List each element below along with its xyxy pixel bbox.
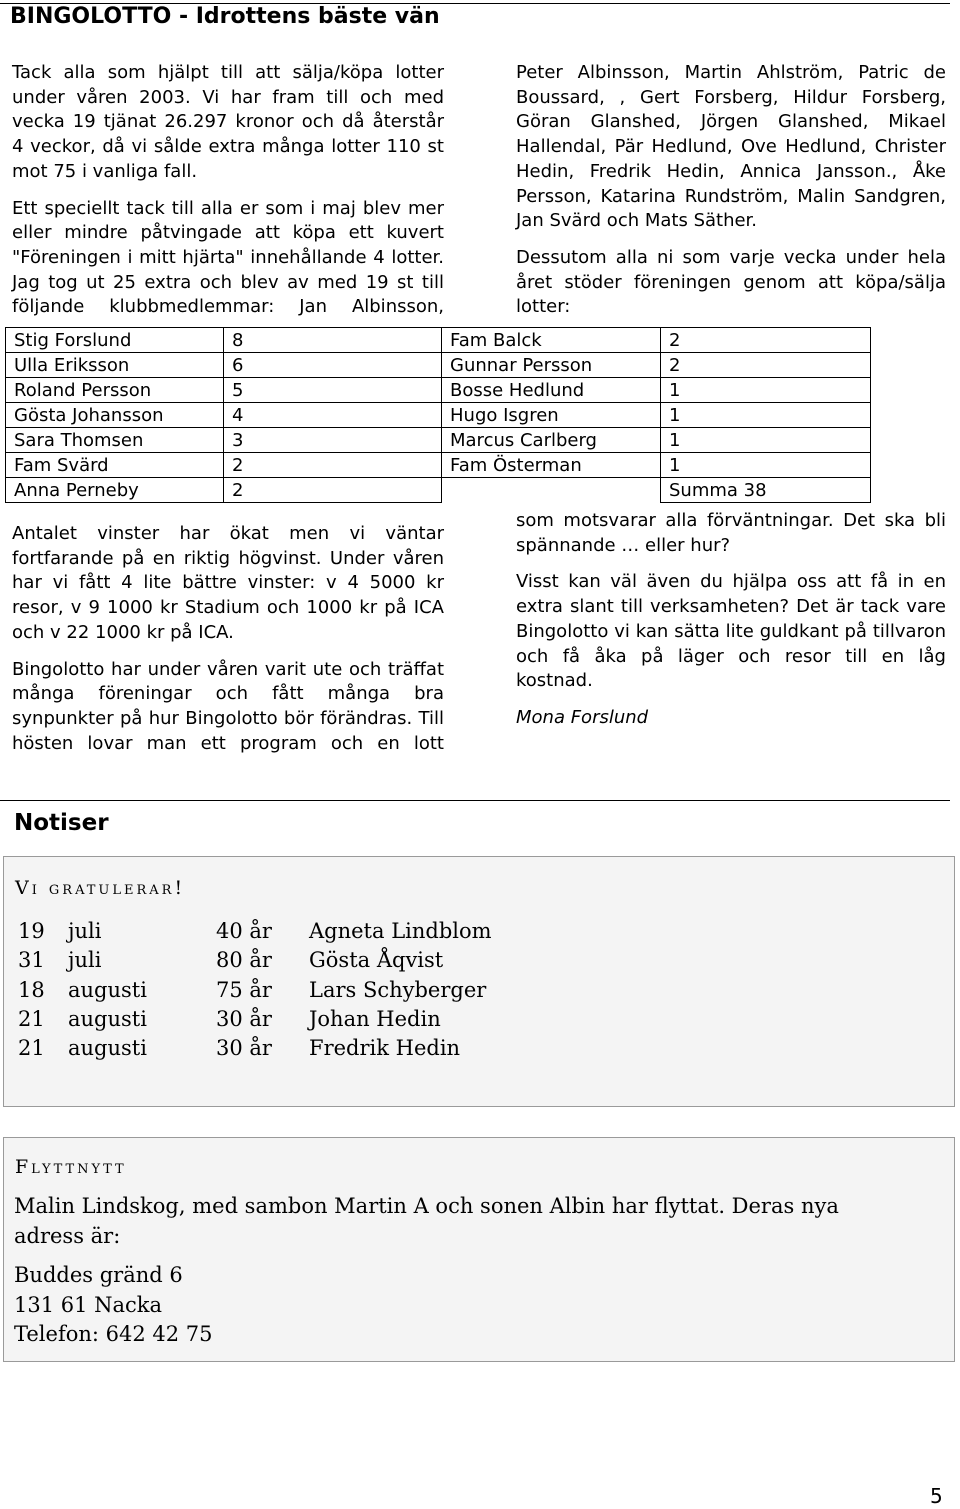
birthday-month: augusti [68, 977, 147, 1002]
signature: Mona Forslund [516, 706, 649, 728]
birthday-age: 30 år [216, 1036, 272, 1061]
lottery-count: 5 [224, 378, 442, 403]
lottery-count: 2 [224, 453, 442, 478]
lottery-count: 1 [661, 378, 871, 403]
birthday-day: 21 [18, 1036, 45, 1061]
lottery-count: 2 [661, 328, 871, 353]
paragraph: Antalet vinster har ökat men vi väntar fortfarande på en riktig högvinst. Under våren har vi fått 4 lite bättre vinster: v 4 5000 kr resor, v 9 1000 kr Stadium och 1000 kr på ICA och v 22 1000 kr på ICA. [12, 523, 444, 643]
member-name: Fam Österman [442, 453, 661, 478]
notiser-heading: Notiser [14, 810, 109, 836]
address-phone: Telefon: 642 42 75 [14, 1322, 213, 1346]
lottery-sales-table [5, 327, 871, 503]
table-row [6, 403, 871, 428]
birthday-day: 18 [18, 977, 45, 1002]
table-row [6, 478, 871, 503]
table-row [6, 328, 871, 353]
birthday-name: Agneta Lindblom [309, 919, 492, 943]
member-name: Sara Thomsen [6, 428, 224, 453]
article-left-top [12, 61, 444, 332]
lottery-count: 3 [224, 428, 442, 453]
address-street: Buddes gränd 6 [14, 1263, 183, 1287]
paragraph: Ett speciellt tack till alla er som i maj blev mer eller mindre påtvingade att köpa ett kuvert "Föreningen i mitt hjärta" innehållande 4 lotter. Jag tog ut 25 extra och blev av med 19 st till följande klubbmedlemmar: Jan Albinsson, [12, 197, 444, 318]
member-name: Gösta Johansson [6, 403, 224, 428]
moved-box [3, 1137, 955, 1362]
member-name: Hugo Isgren [442, 403, 661, 428]
paragraph: som motsvarar alla förväntningar. Det ska bli spännande … eller hur? [516, 510, 946, 556]
paragraph: Bingolotto har under våren varit ute och träffat många föreningar och fått många bra synpunkter på hur Bingolotto bör förändras. Till hösten lovar man ett program och en lott [12, 658, 444, 754]
member-name [442, 478, 661, 503]
birthday-month: juli [68, 948, 102, 973]
address-city: 131 61 Nacka [14, 1293, 163, 1317]
birthday-name: Lars Schyberger [309, 977, 487, 1002]
birthday-name: Gösta Åqvist [309, 948, 444, 973]
article-left-bottom [12, 522, 444, 768]
table-row [6, 353, 871, 378]
birthday-day: 31 [18, 948, 45, 973]
section-rule [0, 800, 950, 801]
paragraph: Visst kan väl även du hjälpa oss att få in en extra slant till verksamheten? Det är tack vare Bingolotto vi kan sätta lite guldkant på tillvaron och få åka på läger och resor till en låg kostnad. [516, 571, 946, 692]
member-name: Anna Perneby [6, 478, 224, 503]
birthday-age: 40 år [216, 919, 272, 943]
birthday-month: juli [68, 919, 102, 943]
member-name: Ulla Eriksson [6, 353, 224, 378]
lottery-count: 1 [661, 453, 871, 478]
moved-text: Malin Lindskog, med sambon Martin A och sonen Albin har flyttat. Deras nya adress är: [14, 1194, 839, 1248]
lottery-count: 2 [224, 478, 442, 503]
table-row [6, 378, 871, 403]
member-name: Roland Persson [6, 378, 224, 403]
birthday-day: 21 [18, 1006, 45, 1031]
member-name: Gunnar Persson [442, 353, 661, 378]
birthday-day: 19 [18, 919, 45, 943]
table-row [6, 428, 871, 453]
birthday-name: Johan Hedin [309, 1006, 441, 1031]
congratulations-heading: Vi gratulerar! [15, 877, 186, 899]
lottery-count: 2 [661, 353, 871, 378]
article-title: BINGOLOTTO - Idrottens bäste vän [10, 4, 440, 29]
lottery-count: 6 [224, 353, 442, 378]
birthday-month: augusti [68, 1006, 147, 1031]
congratulations-box [3, 856, 955, 1107]
member-name: Bosse Hedlund [442, 378, 661, 403]
table-row [6, 453, 871, 478]
lottery-count: 1 [661, 428, 871, 453]
birthday-name: Fredrik Hedin [309, 1036, 461, 1061]
member-name: Marcus Carlberg [442, 428, 661, 453]
lottery-count: 8 [224, 328, 442, 353]
lottery-count: 4 [224, 403, 442, 428]
member-name: Fam Balck [442, 328, 661, 353]
birthday-age: 30 år [216, 1006, 272, 1031]
paragraph: Tack alla som hjälpt till att sälja/köpa lotter under våren 2003. Vi har fram till och med vecka 19 tjänat 26.297 kronor och då återstår 4 veckor, då vi sålde extra många lotter 110 st mot 75 i vanliga fall. [12, 62, 444, 182]
birthday-age: 75 år [216, 977, 272, 1002]
paragraph: Dessutom alla ni som varje vecka under hela året stöder föreningen genom att köpa/sälja lotter: [516, 246, 946, 318]
lottery-count: Summa 38 [661, 478, 871, 503]
lottery-count: 1 [661, 403, 871, 428]
member-name: Fam Svärd [6, 453, 224, 478]
paragraph: Peter Albinsson, Martin Ahlström, Patric de Boussard, , Gert Forsberg, Hildur Forsberg, Göran Glanshed, Jörgen Glanshed, Mikael Hallendal, Pär Hedlund, Ove Hedlund, Christer Hedin, Fredrik Hedin, Annica Jansson., Åke Persson, Katarina Rundström, Malin Sandgren, Jan Svärd och Mats Säther. [516, 62, 946, 232]
member-name: Stig Forslund [6, 328, 224, 353]
moved-heading: Flyttnytt [15, 1156, 127, 1178]
article-right-bottom [516, 509, 946, 743]
birthday-month: augusti [68, 1036, 147, 1061]
page-number: 5 [930, 1484, 943, 1508]
article-right-top [516, 61, 946, 332]
birthday-age: 80 år [216, 948, 272, 973]
